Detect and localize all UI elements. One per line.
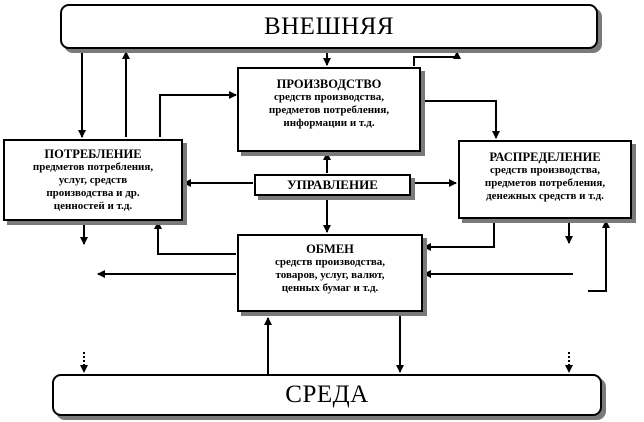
exchange-line: средств производства,	[274, 256, 386, 268]
exchange-box	[237, 234, 423, 312]
environment-box	[52, 374, 602, 416]
distribution-line: денежных средств и т.д.	[486, 190, 604, 202]
production-title: ПРОИЗВОДСТВО	[276, 77, 382, 91]
management-label: УПРАВЛЕНИЕ	[287, 177, 378, 192]
consumption-details	[5, 161, 181, 213]
exchange-details	[239, 256, 421, 295]
exchange-title: ОБМЕН	[306, 242, 354, 256]
production-box	[237, 67, 421, 152]
distribution-line: предметов потребления,	[484, 177, 606, 189]
arrow-outside-to-distribution	[588, 221, 606, 291]
distribution-box	[458, 140, 632, 219]
consumption-line: услуг, средств	[58, 174, 128, 186]
arrow-distribution-to-exchange	[424, 219, 494, 247]
distribution-details	[460, 164, 630, 203]
distribution-title: РАСПРЕДЕЛЕНИЕ	[489, 150, 601, 164]
consumption-box	[3, 139, 183, 221]
production-line: информации и т.д.	[283, 117, 375, 129]
consumption-title: ПОТРЕБЛЕНИЕ	[44, 147, 142, 161]
production-line: предметов потребления,	[268, 104, 390, 116]
management-box	[254, 174, 411, 196]
production-details	[239, 91, 419, 130]
external-box	[60, 4, 598, 49]
consumption-line: производства и др.	[46, 187, 140, 199]
arrow-exchange-to-consumption	[158, 222, 236, 254]
external-label: ВНЕШНЯЯ	[263, 12, 395, 40]
distribution-line: средств производства,	[489, 164, 601, 176]
consumption-line: предметов потребления,	[32, 161, 154, 173]
arrow-production-to-external	[414, 52, 457, 66]
consumption-line: ценностей и т.д.	[53, 200, 133, 212]
exchange-line: ценных бумаг и т.д.	[281, 282, 379, 294]
exchange-line: товаров, услуг, валют,	[275, 269, 385, 281]
arrow-production-to-distribution	[421, 101, 496, 138]
environment-label: СРЕДА	[285, 381, 369, 408]
arrow-consumption-to-production	[160, 95, 236, 137]
production-line: средств производства,	[273, 91, 385, 103]
